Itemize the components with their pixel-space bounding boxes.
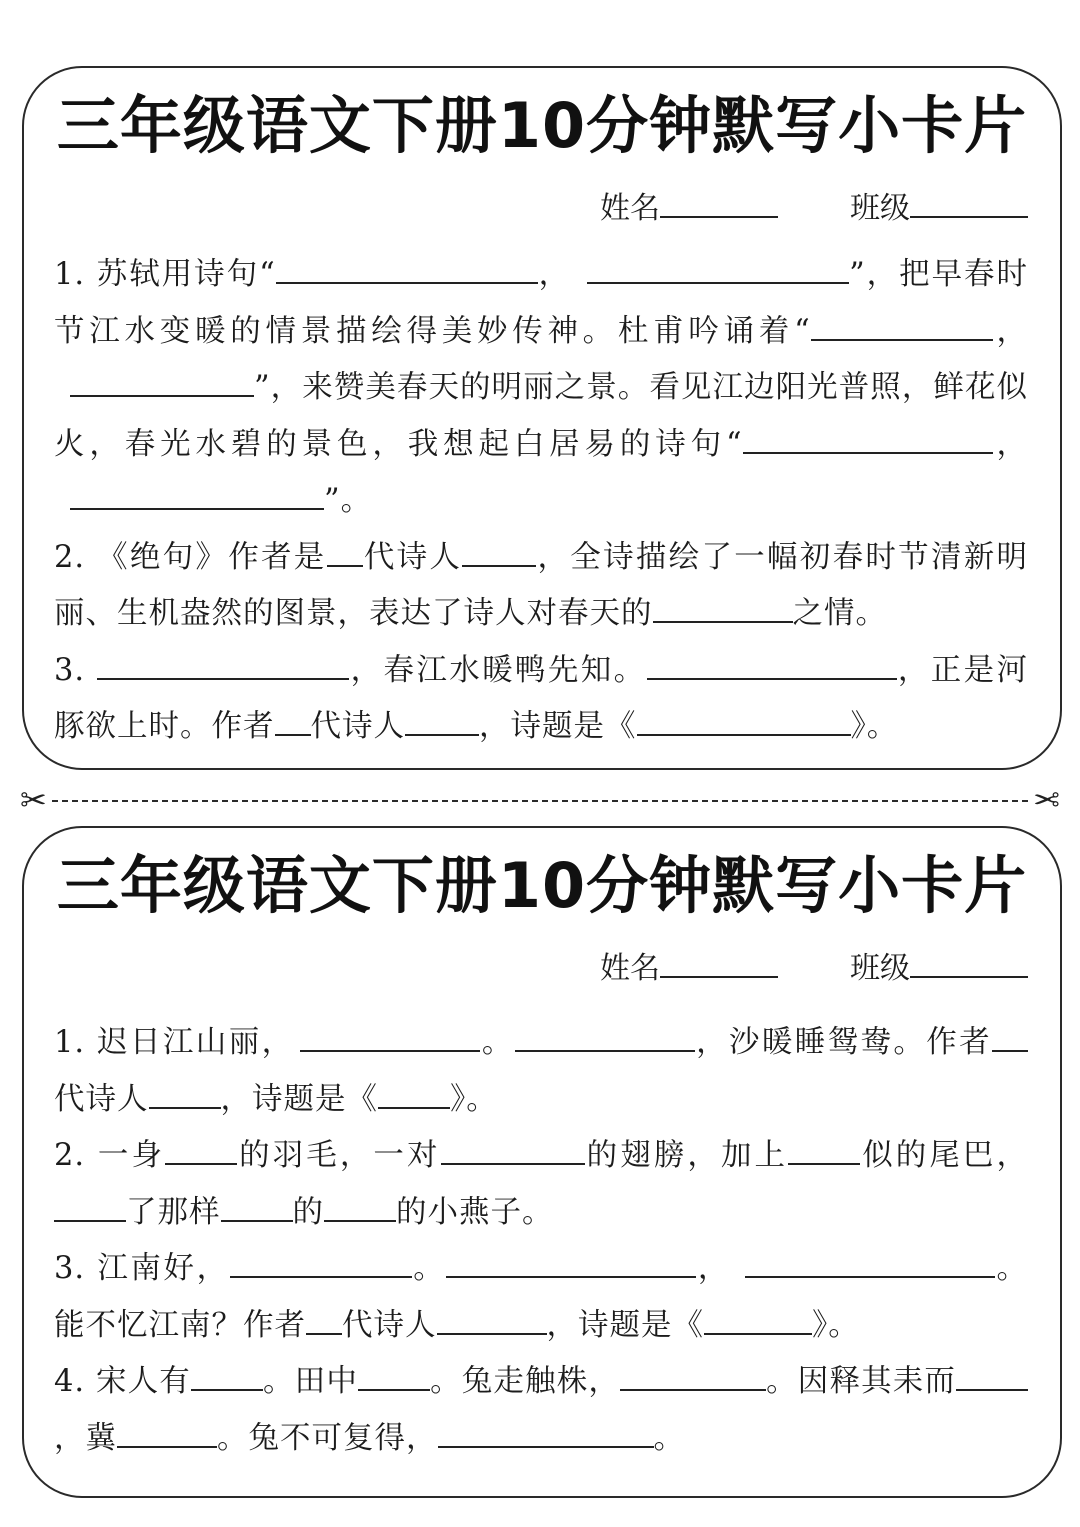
answer-blank[interactable]: [306, 1307, 342, 1335]
answer-blank[interactable]: [165, 1137, 237, 1165]
question-text: ，诗题是《: [546, 1307, 704, 1343]
answer-blank[interactable]: [745, 1250, 995, 1278]
question-text: 》。: [850, 709, 899, 744]
question-text: 似的尾巴，: [860, 1138, 1029, 1173]
question-text: 。兔不可复得，: [217, 1420, 438, 1456]
question-2: [54, 530, 1028, 643]
question-text: ，诗题是《: [479, 709, 637, 744]
question-text: 代诗人: [342, 1307, 437, 1343]
answer-blank[interactable]: [620, 1363, 766, 1391]
question-2: [54, 1128, 1028, 1241]
question-text: 1. 迟日江山丽，: [54, 1025, 295, 1060]
question-text: 3.: [54, 652, 98, 688]
question-text: 2. 《绝句》作者是: [54, 539, 327, 575]
question-text: 代诗人: [54, 1081, 149, 1117]
question-text: ，诗题是《: [220, 1081, 378, 1117]
answer-blank[interactable]: [438, 1420, 654, 1448]
question-text: ”。: [324, 483, 373, 518]
answer-blank[interactable]: [276, 256, 538, 284]
question-text: 》。: [812, 1307, 860, 1343]
answer-blank[interactable]: [653, 595, 793, 623]
question-text: 的: [292, 1194, 324, 1230]
answer-blank[interactable]: [462, 539, 536, 567]
answer-blank[interactable]: [743, 426, 813, 454]
answer-blank[interactable]: [300, 1024, 480, 1052]
answer-blank[interactable]: [70, 482, 324, 510]
question-text: 代诗人: [310, 709, 405, 744]
answer-blank[interactable]: [275, 708, 311, 736]
name-blank[interactable]: [660, 946, 778, 978]
question-text: 了那样: [126, 1194, 221, 1230]
question-text: 代诗人: [362, 539, 463, 575]
answer-blank[interactable]: [149, 1081, 221, 1109]
answer-blank[interactable]: [515, 1024, 695, 1052]
class-blank[interactable]: [910, 186, 1028, 218]
answer-blank[interactable]: [327, 539, 363, 567]
name-label: 姓名: [600, 191, 660, 226]
name-class-row: [600, 186, 1028, 231]
answer-blank[interactable]: [813, 426, 993, 454]
answer-blank[interactable]: [191, 1363, 263, 1391]
question-3: [54, 643, 1028, 756]
question-text: 的翅膀，加上: [584, 1138, 789, 1173]
answer-blank[interactable]: [378, 1081, 450, 1109]
dictation-card-2: [22, 826, 1062, 1498]
answer-blank[interactable]: [441, 1137, 585, 1165]
question-text: ，春江水暖鸭先知。: [349, 652, 647, 688]
answer-blank[interactable]: [117, 1420, 217, 1448]
question-text: ，全诗描绘了一幅初春时节清新明丽、生机盎然的图景，表达了诗人对春天的: [54, 539, 1029, 631]
question-text: 》。: [450, 1081, 498, 1117]
question-text: 。: [653, 1420, 685, 1456]
question-text: ”，把早春时节江水变暖的情景描绘得美妙传神。杜甫吟诵着“: [54, 257, 1029, 349]
question-text: ，沙暖睡鸳鸯。作者: [694, 1025, 993, 1060]
question-text: ”，来赞美春天的明丽之景。看见江边阳光普照，鲜花似火，春光水碧的景色，我想起白居易的诗句“: [54, 370, 1028, 462]
question-text: 的羽毛，一对: [237, 1138, 441, 1173]
answer-blank[interactable]: [811, 313, 957, 341]
question-4: [54, 1354, 1028, 1467]
question-text: ，正是河豚欲上时。作者: [54, 652, 1029, 744]
question-text: 4. 宋人有: [54, 1364, 191, 1399]
answer-blank[interactable]: [788, 1137, 860, 1165]
question-text: ，: [537, 257, 572, 292]
question-text: 。: [480, 1025, 515, 1060]
answer-blank[interactable]: [358, 1363, 430, 1391]
answer-blank[interactable]: [230, 1250, 412, 1278]
name-class-row: [600, 946, 1028, 991]
question-text: 的小燕子。: [396, 1194, 554, 1230]
question-text: 。能不忆江南？作者: [54, 1251, 1029, 1343]
question-text: ，: [696, 1251, 731, 1286]
question-text: 1. 苏轼用诗句“: [54, 257, 276, 292]
answer-blank[interactable]: [437, 1307, 547, 1335]
card-1-questions: [54, 247, 1028, 756]
scissors-icon: ✂: [1033, 781, 1060, 819]
question-text: 。因释其耒而: [766, 1364, 957, 1399]
name-blank[interactable]: [660, 186, 778, 218]
answer-blank[interactable]: [587, 256, 849, 284]
card-2-questions: [54, 1015, 1028, 1467]
answer-blank[interactable]: [956, 1363, 1028, 1391]
question-text: 2. 一身: [54, 1138, 166, 1173]
question-text: ，: [992, 313, 1029, 349]
answer-blank[interactable]: [446, 1250, 696, 1278]
answer-blank[interactable]: [637, 708, 851, 736]
answer-blank[interactable]: [70, 369, 254, 397]
scissors-icon: ✂: [20, 781, 47, 819]
question-text: ，: [992, 426, 1029, 462]
question-text: 。田中: [262, 1364, 358, 1399]
question-text: 。兔走触株，: [429, 1364, 621, 1399]
class-label: 班级: [850, 951, 910, 986]
name-label: 姓名: [600, 951, 660, 986]
card-title: 三年级语文下册10分钟默写小卡片: [56, 849, 1028, 922]
dictation-card-1: [22, 66, 1062, 770]
answer-blank[interactable]: [324, 1194, 396, 1222]
class-label: 班级: [850, 191, 910, 226]
answer-blank[interactable]: [704, 1307, 812, 1335]
card-title: 三年级语文下册10分钟默写小卡片: [56, 89, 1028, 162]
answer-blank[interactable]: [405, 708, 479, 736]
class-blank[interactable]: [910, 946, 1028, 978]
answer-blank[interactable]: [647, 652, 897, 680]
dashed-divider: [52, 800, 1028, 802]
question-text: 之情。: [792, 596, 887, 631]
question-1: [54, 247, 1028, 530]
answer-blank[interactable]: [957, 313, 993, 341]
answer-blank[interactable]: [221, 1194, 293, 1222]
question-1: [54, 1015, 1028, 1128]
answer-blank[interactable]: [97, 652, 349, 680]
question-text: ，冀: [54, 1420, 117, 1456]
answer-blank[interactable]: [54, 1194, 126, 1222]
question-text: 3. 江南好，: [54, 1251, 230, 1286]
question-text: 。: [411, 1251, 447, 1286]
answer-blank[interactable]: [992, 1024, 1028, 1052]
question-3: [54, 1241, 1028, 1354]
